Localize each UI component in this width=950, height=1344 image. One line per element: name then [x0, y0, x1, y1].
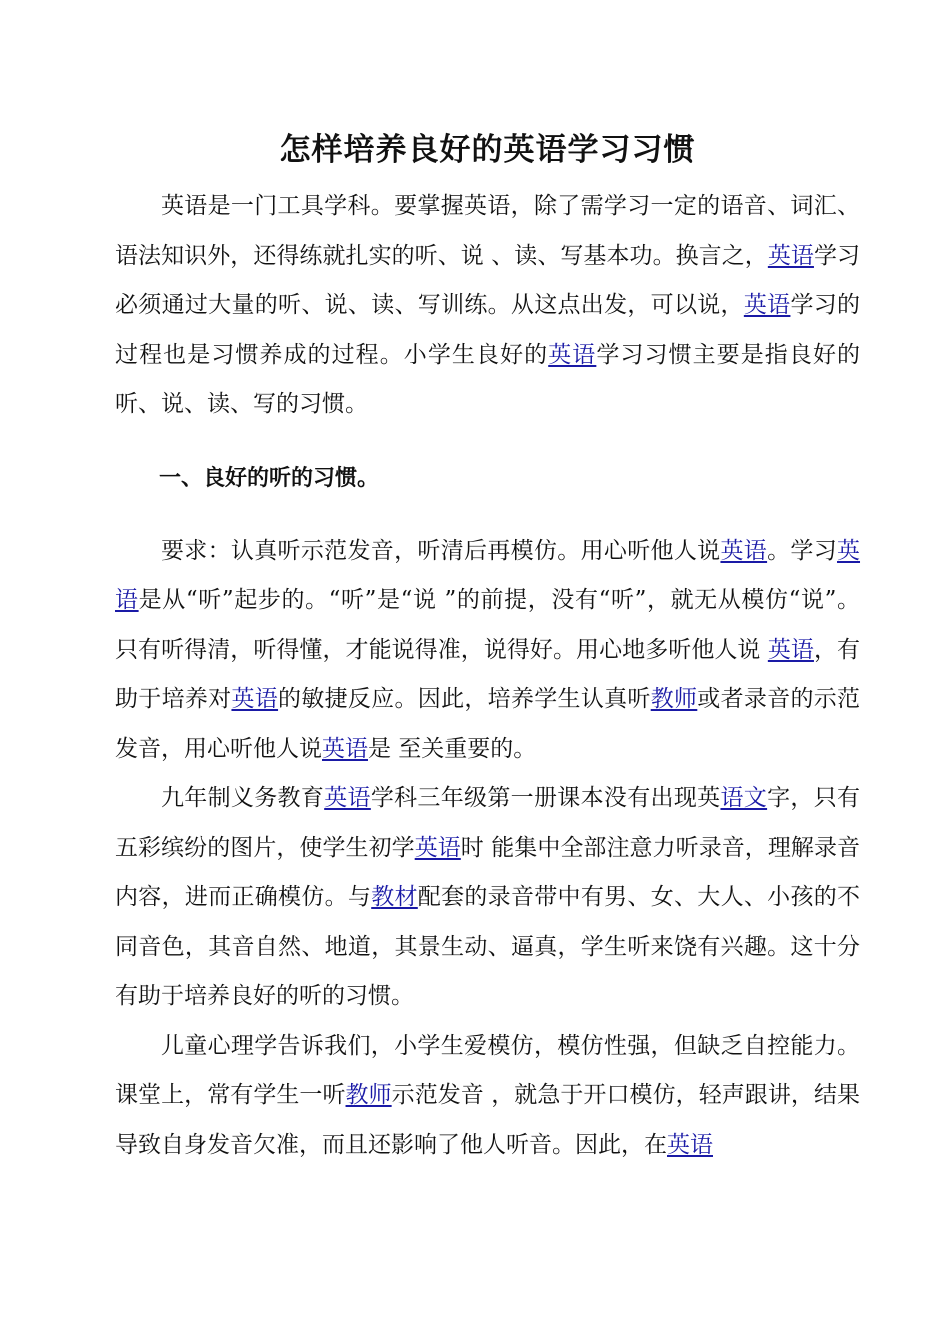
- keyword-link[interactable]: 语文: [720, 785, 768, 811]
- section-paragraph-3: [115, 1022, 860, 1171]
- text-run: 儿童心理学告诉我们，小学生爱模仿，模仿性强，但缺乏自控能力。课堂上，常有学生一听: [115, 1032, 860, 1108]
- text-run: ，有助于培养对: [115, 636, 861, 712]
- text-run: 字，只有五彩缤纷的图片，使学生初学: [115, 785, 861, 861]
- text-run: 英语是一门工具学科。要掌握英语，除了需学习一定的语音、词汇、语法知识外，还得练就扎实的听、说 、读、写基本功。换言之，: [115, 193, 860, 269]
- text-run: 或者录音的示范发音，用心听他人说: [115, 686, 861, 762]
- text-run: 学习习惯主要是指良好的听、说、读、写的习惯。: [115, 341, 861, 417]
- keyword-link[interactable]: 英语: [322, 735, 368, 762]
- keyword-link[interactable]: 教师: [345, 1082, 392, 1108]
- text-run: 要求：认真听示范发音，听清后再模仿。用心听他人说: [161, 537, 721, 564]
- text-run: 配套的录音带中有男、女、大人、小孩的不 同音色，其音自然、地道，其景生动、逼真，学生听来饶有兴趣。这十分有助于培养良好的听的习惯。: [115, 884, 861, 1009]
- keyword-link[interactable]: 教师: [650, 686, 698, 712]
- text-run: 。学习: [767, 537, 838, 564]
- text-run: 是从“听”起步的。“听”是“说 ”的前提，没有“听”，就无从模仿“说”。只有听得清，听得懂，才能说得准，说得好。用心地多听他人说: [115, 587, 860, 663]
- text-run: 示范发音 ，就急于开口模仿，轻声跟讲，结果导致自身发音欠准，而且还影响了他人听音。因此，在: [115, 1082, 861, 1158]
- text-run: 九年制义务教育: [161, 785, 325, 811]
- keyword-link[interactable]: 英语: [324, 785, 371, 811]
- intro-paragraph: [115, 182, 860, 430]
- document-title: 怎样培养良好的英语学习习惯: [279, 132, 696, 168]
- text-run: 是 至关重要的。: [368, 735, 537, 762]
- section-heading: 一、良好的听的习惯。: [159, 465, 380, 491]
- keyword-link[interactable]: 英语: [720, 537, 768, 564]
- document-page: [115, 126, 860, 1170]
- section-paragraph-1: [115, 527, 860, 775]
- text-run: 的敏捷反应。因此，培养学生认真听: [278, 686, 651, 712]
- keyword-link[interactable]: 英语: [767, 242, 814, 269]
- keyword-link[interactable]: 英语: [414, 834, 461, 861]
- keyword-link[interactable]: 英语: [115, 537, 861, 613]
- keyword-link[interactable]: 英语: [231, 686, 279, 712]
- section-paragraph-2: [115, 774, 860, 1022]
- text-run: 学习的 过程也是习惯养成的过程。小学生良好的: [115, 292, 861, 368]
- keyword-link[interactable]: 英语: [548, 341, 597, 368]
- keyword-link[interactable]: 英语: [767, 636, 814, 663]
- keyword-link[interactable]: 英语: [743, 292, 791, 318]
- keyword-link[interactable]: 教材: [371, 884, 418, 910]
- text-run: 学科三年级第一册课本没有出现英: [370, 785, 721, 811]
- keyword-link[interactable]: 英语: [667, 1131, 713, 1158]
- text-run: 学习必须通过大量的听、说、读、写训练。从这点出发，可以说，: [115, 242, 861, 318]
- text-run: 时 能集中全部注意力听录音，理解录音内容，进而正确模仿。与: [115, 834, 861, 910]
